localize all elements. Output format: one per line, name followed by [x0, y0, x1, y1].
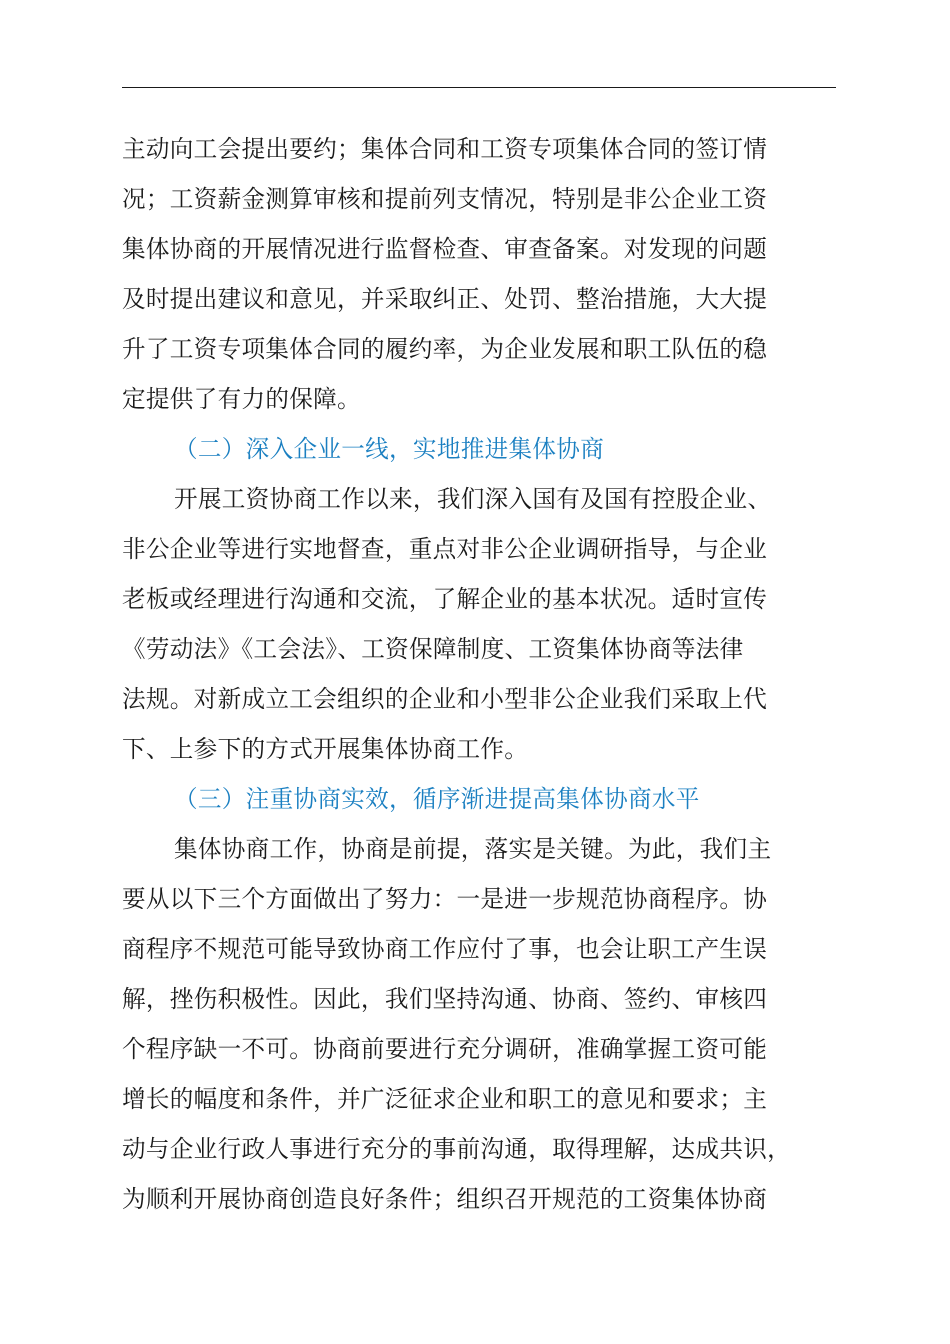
paragraph-first-line: 开展工资协商工作以来，我们深入国有及国有控股企业、 — [174, 485, 772, 513]
body-line: 集体协商的开展情况进行监督检查、审查备案。对发现的问题 — [122, 235, 768, 263]
body-line: 及时提出建议和意见，并采取纠正、处罚、整治措施，大大提 — [122, 285, 768, 313]
section-heading-3: （三）注重协商实效，循序渐进提高集体协商水平 — [174, 785, 700, 813]
section-heading-2: （二）深入企业一线，实地推进集体协商 — [174, 435, 605, 463]
body-line: 升了工资专项集体合同的履约率，为企业发展和职工队伍的稳 — [122, 335, 768, 363]
body-line: 增长的幅度和条件，并广泛征求企业和职工的意见和要求；主 — [122, 1085, 768, 1113]
body-line: 主动向工会提出要约；集体合同和工资专项集体合同的签订情 — [122, 135, 768, 163]
body-line: 非公企业等进行实地督查，重点对非公企业调研指导，与企业 — [122, 535, 768, 563]
body-line: 法规。对新成立工会组织的企业和小型非公企业我们采取上代 — [122, 685, 768, 713]
body-line: 况；工资薪金测算审核和提前列支情况，特别是非公企业工资 — [122, 185, 768, 213]
body-line: 定提供了有力的保障。 — [122, 385, 361, 413]
body-line: 要从以下三个方面做出了努力：一是进一步规范协商程序。协 — [122, 885, 768, 913]
body-line: 《劳动法》《工会法》、工资保障制度、工资集体协商等法律 — [122, 635, 744, 663]
body-line: 个程序缺一不可。协商前要进行充分调研，准确掌握工资可能 — [122, 1035, 768, 1063]
body-line: 下、上参下的方式开展集体协商工作。 — [122, 735, 529, 763]
body-line: 动与企业行政人事进行充分的事前沟通，取得理解，达成共识， — [122, 1135, 792, 1163]
body-line: 解，挫伤积极性。因此，我们坚持沟通、协商、签约、审核四 — [122, 985, 768, 1013]
body-line: 为顺利开展协商创造良好条件；组织召开规范的工资集体协商 — [122, 1185, 768, 1213]
document-body — [122, 124, 838, 1224]
body-line: 老板或经理进行沟通和交流，了解企业的基本状况。适时宣传 — [122, 585, 768, 613]
paragraph-first-line: 集体协商工作，协商是前提，落实是关键。为此，我们主 — [174, 835, 772, 863]
header-rule — [122, 87, 836, 88]
body-line: 商程序不规范可能导致协商工作应付了事，也会让职工产生误 — [122, 935, 768, 963]
